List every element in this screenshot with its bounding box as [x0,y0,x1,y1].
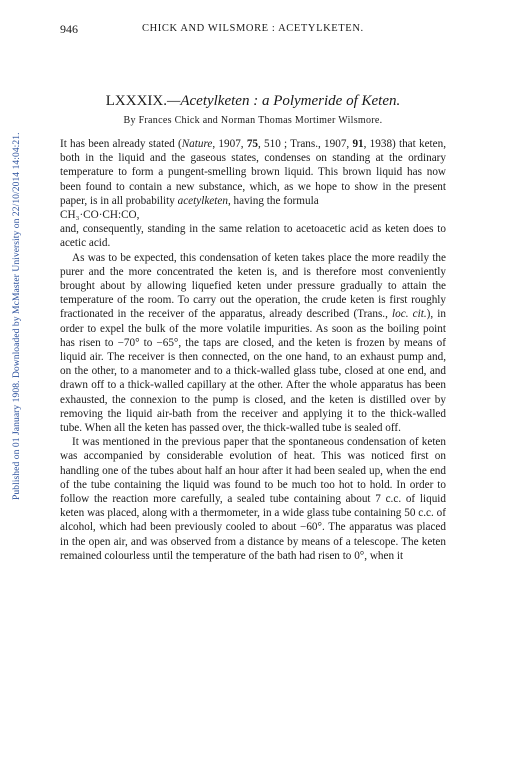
chemical-formula: CH₃·CO·CH:CO, [60,209,140,222]
download-watermark [4,60,22,500]
page-number: 946 [60,22,78,36]
text-run: , 1907, [212,138,247,150]
text-run: , 1938) that keten, both in the liquid and the gaseous states, condenses on standing at the ordinary temperature to form a pungent-smelling brown liquid. This brown liquid has now been found to contain a new substance, which, as we hope to show in the present paper, is in all probability [60,138,447,207]
compound-name: acetylketen [177,194,228,207]
citation-volume: 75 [246,138,258,150]
article-title-text: —Acetylketen : a Polymeride of Keten. [167,93,401,109]
citation-journal: Nature [181,138,213,150]
text-run: , 510 ; Trans., 1907, [258,138,353,150]
article-title [60,93,446,110]
article-body [60,137,446,563]
text-run: ), in order to expel the bulk of the more volatile impurities. As soon as the boiling point has risen to −70° to −65°, the taps are closed, and the keten is frozen by means of liquid air. The receiver is then connected, on the one hand, to an exhaust pump and, on the other, to a manometer and to a thick-walled glass tube, closed at one end, and drawn off to a thick-walled capillary at the other. After the whole apparatus has been exhausted, the connexion to the pump is closed, and the keten is distilled over by removing the liquid air-bath from the receiver and applying it to the thick-walled tube. When all the keten has passed over, the thick-walled tube is sealed off. [60,308,446,435]
citation-loc-cit: loc. cit. [392,308,427,321]
paragraph-1 [60,137,446,208]
paragraph-3 [60,251,446,436]
paragraph-4: It was mentioned in the previous paper that the spontaneous condensation of keten was accompanied by considerable evolution of heat. This was noticed first on handling one of the tubes about half an hour after it had been sealed up, when the end of the tube containing the liquid was found to be much too hot to hold. In order to follow the reaction more carefully, a sealed tube containing about 7 c.c. of liquid keten was placed, along with a thermometer, in a wide glass tube containing 50 c.c. of alcohol, which had been previously cooled to about −60°. The apparatus was placed in the open air, and was observed from a distance by means of a telescope. The keten remained colourless until the temperature of the bath had risen to 0°, when it [60,436,446,562]
citation-volume: 91 [352,138,364,150]
text-run: As was to be expected, this condensation of keten takes place the more readily the purer and the more concentrated the keten is, and is therefore most conveniently brought about by allowing liquefied keten under pressure gradually to attain the temperature of the room. To carry out the operation, the crude keten is first roughly fractionated in the receiver of the apparatus, already described (Trans., [60,251,446,321]
text-run: It has been already stated ( [60,138,182,150]
running-head: CHICK AND WILSMORE : ACETYLKETEN. [142,23,364,34]
text-run: , having the formula [227,194,319,207]
watermark-text[interactable]: Published on 01 January 1908. Downloaded by McMaster University on 22/10/2014 14:04:21. [11,132,22,500]
article-number: LXXXIX. [105,93,167,109]
page-header [60,22,446,38]
paragraph-2: and, consequently, standing in the same relation to acetoacetic acid as keten does to acetic acid. [60,223,446,250]
author-byline: By Frances Chick and Norman Thomas Mortimer Wilsmore. [123,115,383,126]
